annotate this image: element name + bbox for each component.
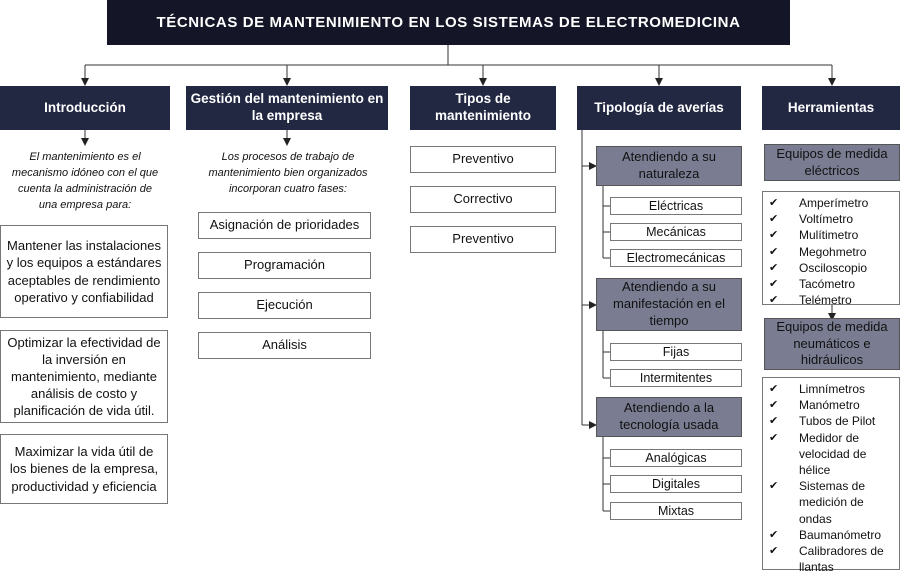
- gestion-item-4: Análisis: [198, 332, 371, 359]
- introduccion-description: El mantenimiento es el mecanismo idóneo con el que cuenta la administración de una empresa para:: [11, 151, 159, 211]
- tipologia-naturaleza-item-3: Electromecánicas: [610, 249, 742, 267]
- header-introduccion: Introducción: [0, 86, 170, 130]
- checkmark-icon: ✔: [769, 528, 779, 541]
- checkmark-icon: ✔: [769, 261, 779, 274]
- checkmark-icon: ✔: [769, 431, 779, 444]
- electricos-item-label: Amperímetro: [799, 196, 869, 210]
- main-title: TÉCNICAS DE MANTENIMIENTO EN LOS SISTEMAS DE ELECTROMEDICINA: [107, 0, 790, 45]
- introduccion-item-3: Maximizar la vida útil de los bienes de la empresa, productividad y eficiencia: [0, 434, 168, 504]
- checkmark-icon: ✔: [769, 480, 779, 493]
- electricos-item: [767, 244, 895, 260]
- electricos-item: [767, 211, 895, 227]
- checkmark-icon: ✔: [769, 245, 779, 258]
- checkmark-icon: ✔: [769, 294, 779, 307]
- neumaticos-item-label: Limnímetros: [799, 382, 866, 396]
- electricos-item-label: Mulítimetro: [799, 228, 859, 243]
- tipologia-tecnologia-item-3: Mixtas: [610, 502, 742, 520]
- neumaticos-item: [767, 413, 895, 429]
- neumaticos-item: [767, 430, 895, 479]
- header-tipos: Tipos de mantenimiento: [410, 86, 556, 130]
- gestion-item-3: Ejecución: [198, 292, 371, 319]
- introduccion-item-2: Optimizar la efectividad de la inversión en mantenimiento, mediante análisis de costo y planificación de vida útil.: [0, 330, 168, 423]
- checkmark-icon: ✔: [769, 229, 779, 242]
- header-gestion: Gestión del mantenimiento en la empresa: [186, 86, 388, 130]
- electricos-item: [767, 260, 895, 276]
- neumaticos-item: [767, 381, 895, 397]
- tipologia-manifestacion-item-2: Intermitentes: [610, 369, 742, 387]
- introduccion-item-1: Mantener las instalaciones y los equipos a estándares aceptables de rendimiento operativo y confiabilidad: [0, 225, 168, 318]
- tipos-item-1: Preventivo: [410, 146, 556, 173]
- electricos-item-label: Megohmetro: [799, 244, 867, 259]
- herramientas-group-electricos: Equipos de medida eléctricos: [764, 144, 900, 181]
- neumaticos-item-label: Manómetro: [799, 398, 860, 413]
- tipos-item-2: Correctivo: [410, 186, 556, 213]
- neumaticos-item: [767, 543, 895, 575]
- checkmark-icon: ✔: [769, 545, 779, 558]
- checkmark-icon: ✔: [769, 213, 779, 226]
- neumaticos-item-label: Sistemas de medición de ondas: [799, 479, 866, 526]
- herramientas-electricos-list: [762, 191, 900, 308]
- herramientas-neumaticos-list: [762, 377, 900, 575]
- checkmark-icon: ✔: [769, 278, 779, 291]
- electricos-item-label: Telémetro: [799, 293, 852, 308]
- electricos-item: [767, 227, 895, 243]
- electricos-item-label: Voltímetro: [799, 212, 854, 227]
- electricos-item: [767, 195, 895, 211]
- checkmark-icon: ✔: [769, 399, 779, 412]
- gestion-description: Los procesos de trabajo de mantenimiento bien organizados incorporan cuatro fases:: [208, 151, 368, 195]
- herramientas-group-neumaticos: Equipos de medida neumáticos e hidráulicos: [764, 318, 900, 370]
- tipologia-manifestacion-item-1: Fijas: [610, 343, 742, 361]
- tipologia-naturaleza-item-1: Eléctricas: [610, 197, 742, 215]
- checkmark-icon: ✔: [769, 197, 779, 209]
- tipologia-group-naturaleza: Atendiendo a su naturaleza: [596, 146, 742, 186]
- gestion-item-1: Asignación de prioridades: [198, 212, 371, 239]
- tipologia-tecnologia-item-2: Digitales: [610, 475, 742, 493]
- tipologia-tecnologia-item-1: Analógicas: [610, 449, 742, 467]
- tipologia-naturaleza-item-2: Mecánicas: [610, 223, 742, 241]
- neumaticos-item: [767, 527, 895, 543]
- tipos-item-3: Preventivo: [410, 226, 556, 253]
- electricos-item: [767, 276, 895, 292]
- electricos-item: [767, 292, 895, 308]
- electricos-item-label: Tacómetro: [799, 277, 856, 292]
- gestion-item-2: Programación: [198, 252, 371, 279]
- checkmark-icon: ✔: [769, 383, 779, 395]
- tipologia-group-manifestacion: Atendiendo a su manifestación en el tiempo: [596, 278, 742, 331]
- header-tipologia: Tipología de averías: [577, 86, 741, 130]
- electricos-item-label: Osciloscopio: [799, 260, 868, 275]
- neumaticos-item: [767, 397, 895, 413]
- neumaticos-item-label: Medidor de velocidad de hélice: [799, 430, 867, 478]
- neumaticos-item: [767, 478, 895, 527]
- neumaticos-item-label: Calibradores de llantas: [799, 544, 884, 575]
- tipologia-group-tecnologia: Atendiendo a la tecnología usada: [596, 397, 742, 437]
- neumaticos-item-label: Baumanómetro: [799, 527, 882, 542]
- neumaticos-item-label: Tubos de Pilot: [799, 414, 876, 429]
- checkmark-icon: ✔: [769, 415, 779, 428]
- header-herramientas: Herramientas: [762, 86, 900, 130]
